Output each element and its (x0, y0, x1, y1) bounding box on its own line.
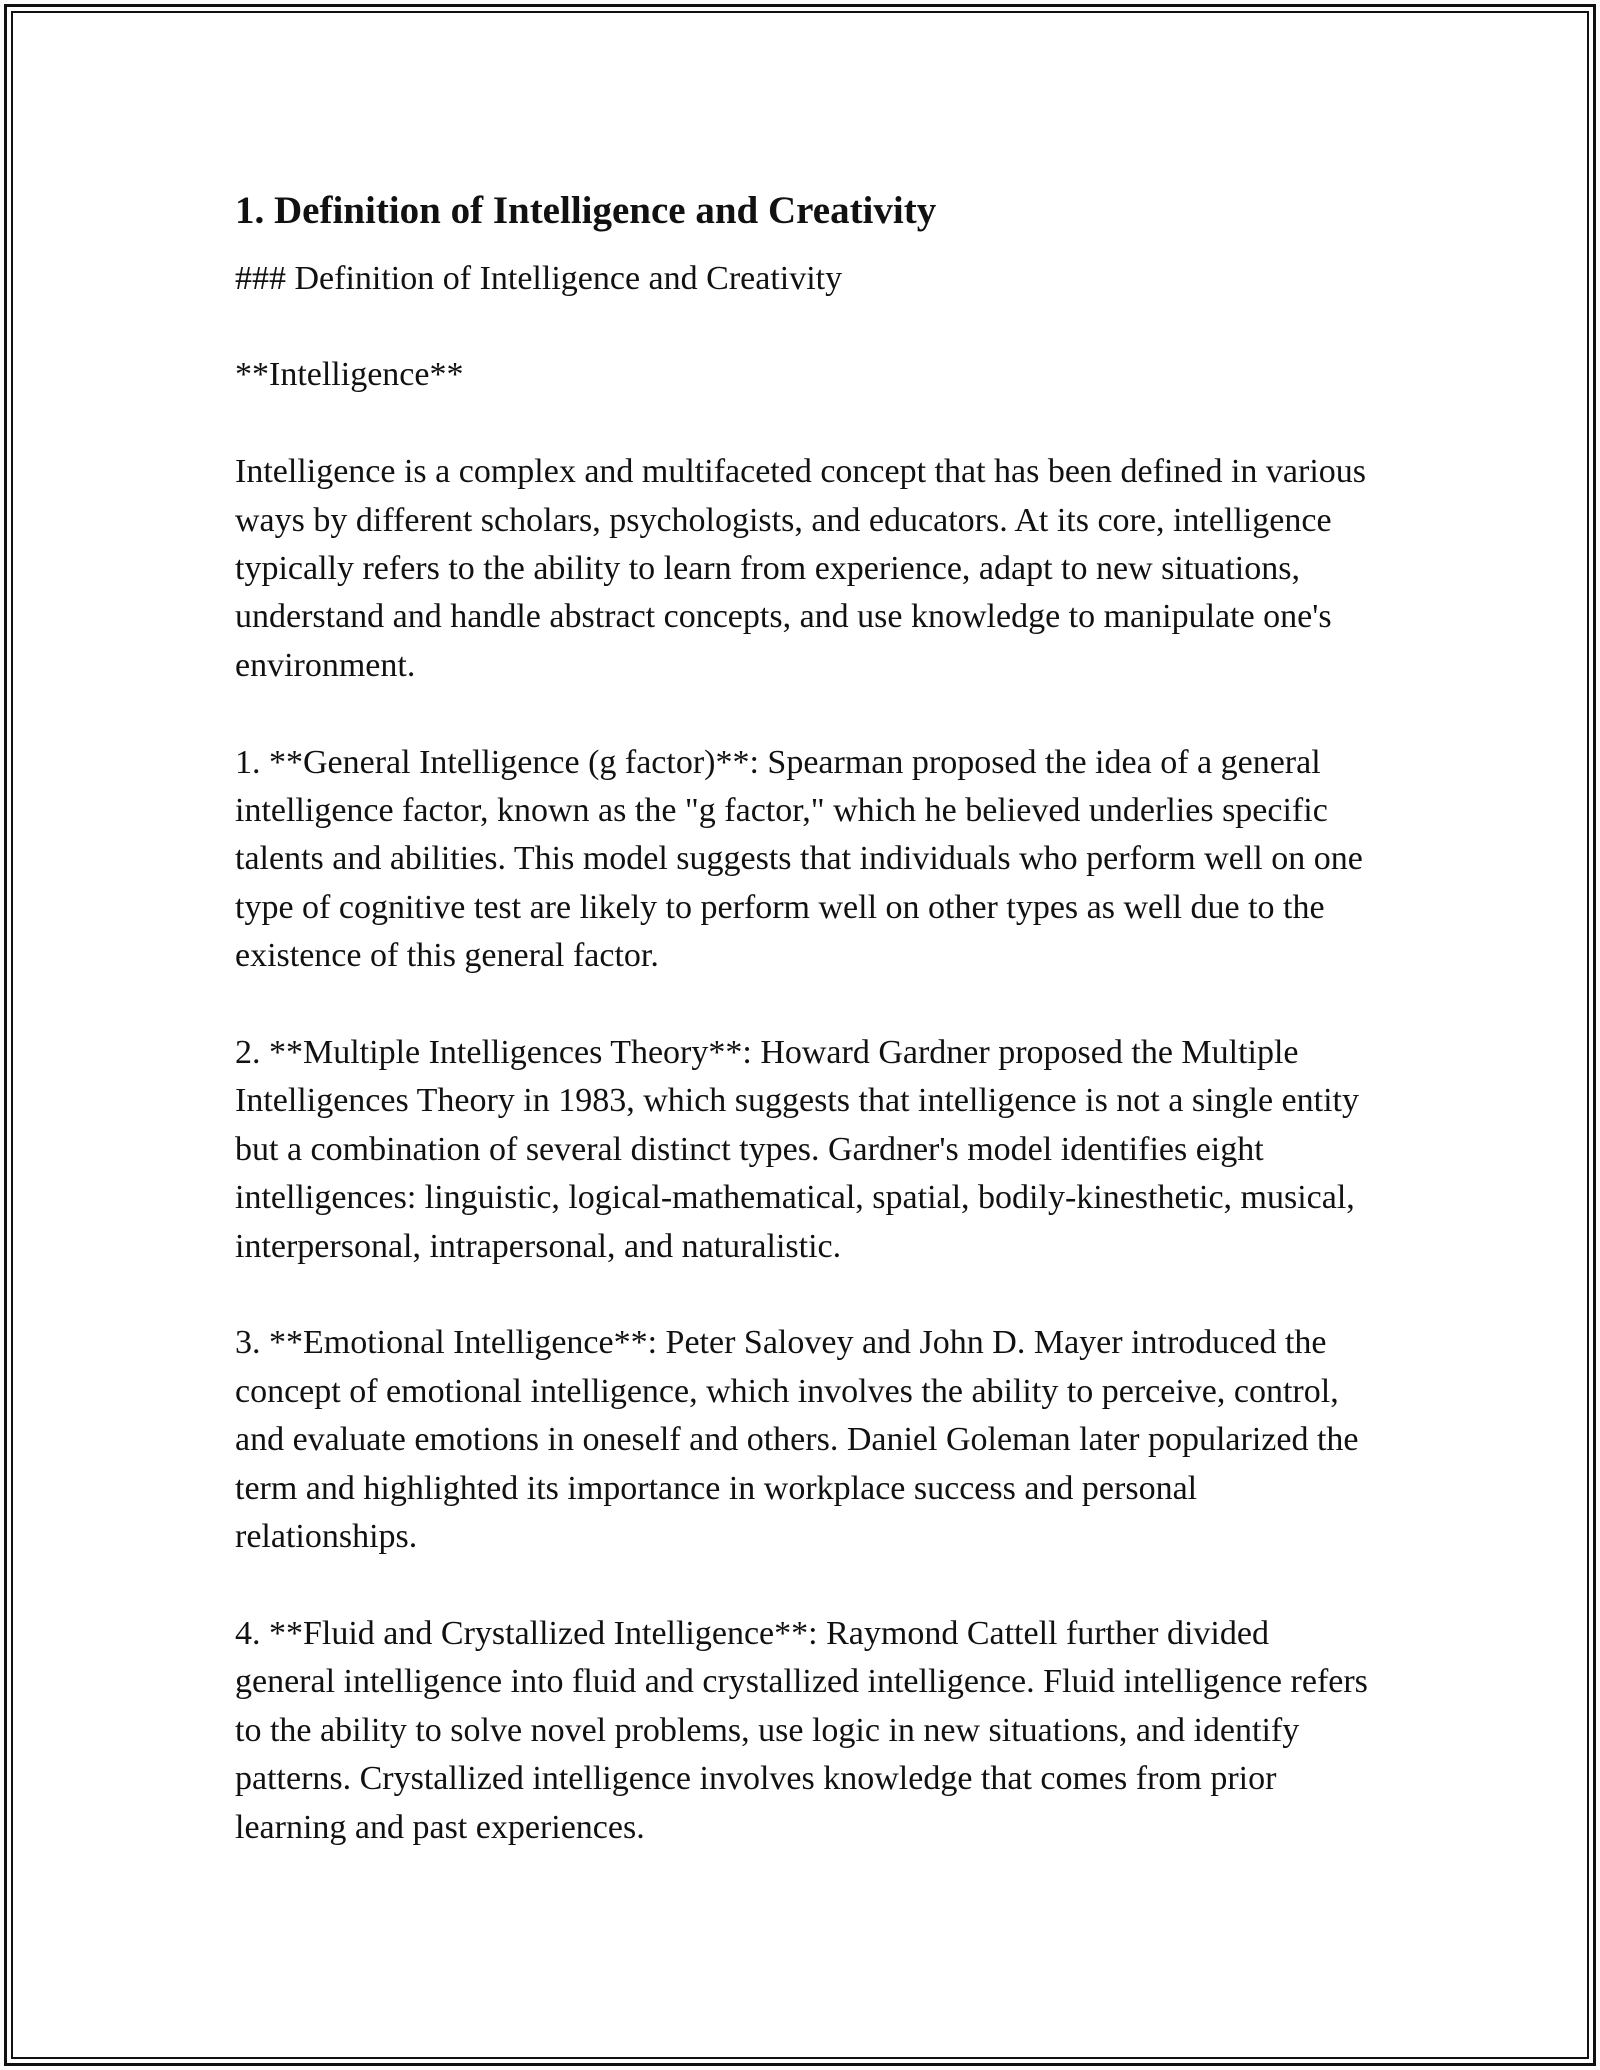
page-title: 1. Definition of Intelligence and Creativity (235, 189, 937, 232)
intro-paragraph: Intelligence is a complex and multifaceted concept that has been defined in various ways by different scholars, psychologists, and educators. At its core, intelligence typically refers to the ability to learn from experience, adapt to new situations, understand and handle abstract concepts, and use knowledge to manipulate one's environment. (235, 453, 1367, 684)
multiple-intelligences-paragraph: 2. **Multiple Intelligences Theory**: Howard Gardner proposed the Multiple Intelligences Theory in 1983, which suggests that intelligence is not a single entity but a combination of several distinct types. Gardner's model identifies eight intelligences: linguistic, logical-mathematical, spatial, bodily-kinesthetic, musical, interpersonal, intrapersonal, and naturalistic. (235, 1034, 1359, 1265)
fluid-crystallized-paragraph: 4. **Fluid and Crystallized Intelligence**: Raymond Cattell further divided general intelligence into fluid and crystallized intelligence. Fluid intelligence refers to the ability to solve novel problems, use logic in new situations, and identify patterns. Crystallized intelligence involves knowledge that comes from prior learning and past experiences. (235, 1614, 1368, 1846)
section-heading-markdown: ### Definition of Intelligence and Creativity (235, 260, 843, 297)
document-body (235, 185, 1375, 1900)
emotional-intelligence-paragraph: 3. **Emotional Intelligence**: Peter Salovey and John D. Mayer introduced the concept of emotional intelligence, which involves the ability to perceive, control, and evaluate emotions in oneself and others. Daniel Goleman later popularized the term and highlighted its importance in workplace success and personal relationships. (235, 1324, 1359, 1556)
general-intelligence-paragraph: 1. **General Intelligence (g factor)**: Spearman proposed the idea of a general intelligence factor, known as the "g factor," which he believed underlies specific talents and abilities. This model suggests that individuals who perform well on one type of cognitive test are likely to perform well on other types as well due to the existence of this general factor. (235, 743, 1363, 975)
intelligence-label: **Intelligence** (235, 356, 464, 394)
